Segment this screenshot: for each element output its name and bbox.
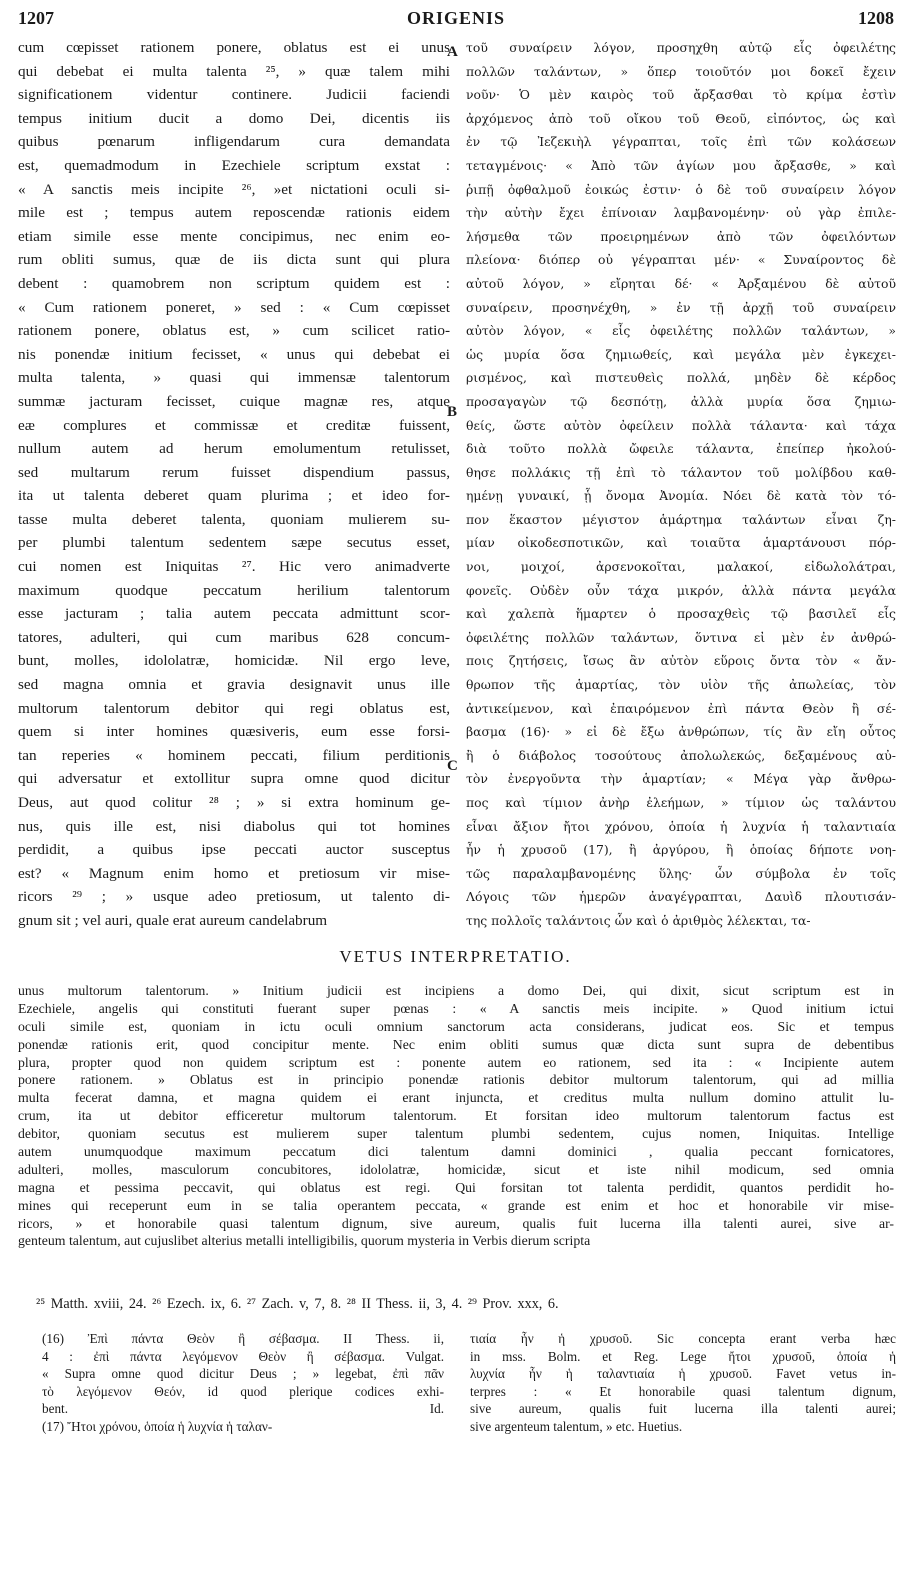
footnotes-left (42, 1330, 444, 1435)
vetus-line: unus multorum talentorum. » Initium judicii est incipiens a domo Dei, qui dixit, sicut scriptum est in (18, 983, 894, 998)
greek-line: διὰ τοῦτο πολλὰ ὤφειλε τάλαντα, ἐπείπερ ἠκολού- (466, 441, 896, 457)
latin-line: mile est ; tempus autem reposcendæ rationis eidem (18, 204, 450, 222)
greek-line: ἀντικείμενον, καὶ ἐπαιρόμενον ἐπὶ πάντα Θεὸν ἢ σέ- (466, 700, 896, 716)
latin-line: etiam simile esse mente concipimus, nec enim eo- (18, 227, 450, 245)
vetus-line: ricors, » et honorabile quasi talentum dignum, sive aureum, qualis fuit lucerna illa talenti aurei, sive ar- (18, 1215, 894, 1231)
margin-marker-a: A (447, 44, 458, 60)
running-title: ORIGENIS (406, 8, 506, 28)
vetus-interpretatio-text (18, 982, 894, 1250)
greek-line: πλείονα· διόπερ οὐ γέγραπται μέν· « Συναίροντος δὲ (466, 252, 896, 268)
greek-line: μίαν οἰκοδεσποτικῶν, καὶ τοιαῦτα ἁμαρτάνουσι πόρ- (466, 535, 896, 551)
latin-line: « A sanctis meis incipite ²⁶, »et nictationi oculi si- (18, 180, 450, 198)
latin-line: multorum talentorum debitor qui regi oblatus est, (18, 699, 450, 717)
page-number-right: 1208 (858, 8, 894, 28)
greek-line: ἀρχόμενος ἀπὸ τοῦ οἴκου τοῦ Θεοῦ, εἰπόντος, ὡς καὶ (466, 110, 896, 126)
note-line: in mss. Bolm. et Reg. Lege ἤτοι χρυσοῦ, ὁποία ἡ (470, 1348, 896, 1364)
vetus-line: multa fecerat damna, et magna quidem ei erant injuncta, et creditus multa nullum domino attulit lu- (18, 1090, 894, 1106)
vetus-line: autem unumquodque maximum peccatum dici talentum damni dominici , qualia peccant fornicatores, (18, 1144, 894, 1160)
vetus-line: genteum talentum, aut cujuslibet alterius metalli intelligibilis, quorum mysteria in Verbis dierum scripta (18, 1233, 591, 1249)
note-line: (16) Ἐπὶ πάντα Θεὸν ἢ σέβασμα. II Thess. ii, (42, 1331, 444, 1346)
vetus-line: mines qui receperunt eum in se talia operantem peccata, « grande est enim et hoc et honorabile vir mise- (18, 1197, 894, 1213)
greek-line: νοι, μοιχοί, ἀρσενοκοῖται, μαλακοί, εἰδωλολάτραι, (466, 559, 896, 575)
latin-line: gnum sit ; vel auri, quale erat aureum candelabrum (18, 911, 328, 929)
vetus-line: crum, ita ut debitor efficeretur multorum talentorum. Et forsitan ideo multorum talentorum factus est (18, 1108, 894, 1124)
greek-line: καὶ χαλεπὰ ἥμαρτεν ὁ προσαχθεὶς τῷ βασιλεῖ εἷς (466, 606, 896, 622)
greek-line: τὴν αὐτὴν ἔχει ἐπίνοιαν λαμβανομένην· οὐ γὰρ ἐπιλε- (466, 205, 896, 221)
greek-line: τῶς παραλαμβανομένης ὕλης· ὧν σύμβολα ἐν τοῖς (466, 865, 896, 881)
greek-line: πον ἕκαστον μέγιστον ἁμάρτημα ταλάντων εἶναι ζη- (466, 511, 896, 527)
latin-line: multa talenta, » quasi qui immensæ talentorum (18, 369, 450, 387)
vetus-line: Ezechiele, angelis qui constituti fuerant super pœnas : « A sanctis meis incipite. » Quod initium ictui (18, 1000, 894, 1016)
margin-marker-c: C (447, 758, 458, 774)
greek-line: αὐτοῦ λόγον, » εἴρηται δέ· « Ἀρξαμένου δὲ αὐτοῦ (466, 275, 896, 291)
latin-column (18, 36, 450, 933)
latin-line: perdidit, a quibus ipse peccati auctor susceptus (18, 841, 450, 859)
vetus-line: adulteri, molles, masculorum concubitores, idololatræ, homicidæ, sicut et iste nihil modicum, sed omnia (18, 1161, 894, 1177)
latin-line: tatores, adulteri, qui cum maribus 628 concum- (18, 628, 450, 646)
vetus-line: oculi simile est, quoniam in ictu oculi omnium sanctorum acta considerans, judicat eos. Sic et tempus (18, 1018, 894, 1034)
latin-line: rum obliti sumus, quæ de iis dicta sunt qui plura (18, 251, 450, 269)
note-line: τὸ λεγόμενον Θεόν, id quod plerique codices exhi- (42, 1383, 444, 1399)
footnotes-right (470, 1330, 896, 1435)
vetus-line: ponendæ rationis erit, quod concipitur mente. Nec enim obliti sumus quæ dicta sunt supra de debentibus (18, 1036, 894, 1052)
greek-column (466, 36, 896, 933)
note-line: 4 : ἐπὶ πάντα λεγόμενον Θεὸν ἢ σέβασμα. Vulgat. (42, 1348, 444, 1364)
latin-line: est? « Magnum enim homo et pretiosum vir mise- (18, 864, 450, 882)
note-line: (17) Ἤτοι χρόνου, ὁποία ἡ λυχνία ἡ ταλαν- (42, 1418, 273, 1434)
greek-line: αὐτὸν λόγον, « εἷς ὀφειλέτης πολλῶν ταλάντων, » (466, 323, 896, 339)
latin-line: ita ut talenta deberet quam plurima ; et ideo for- (18, 487, 450, 505)
greek-line: τεταγμένοις· « Ἀπὸ τῶν ἁγίων μου ἄρξασθε, » καὶ (466, 157, 896, 173)
latin-line: per plumbi talentum sedentem sæpe secutus esset, (18, 534, 450, 552)
section-title: VETUS INTERPRETATIO. (339, 947, 572, 966)
greek-line: τοῦ συναίρειν λόγον, προσηχθη αὐτῷ εἷς ὀφειλέτης (466, 40, 896, 55)
greek-line: συναίρειν, προσηνέχθη, » ἐν τῇ ἀρχῇ τοῦ συναίρειν (466, 299, 896, 315)
vetus-line: ponere rationem. » Oblatus est in principio ponendæ rationis debitor multorum talentorum, qui ad millia (18, 1072, 894, 1088)
latin-line: nis ponendæ initium fecisset, « unus qui debebat ei (18, 345, 450, 363)
latin-line: significationem videntur continere. Judicii faciendi (18, 86, 450, 104)
latin-line: cum cœpisset rationem ponere, oblatus est ei unus (18, 39, 450, 56)
latin-line: nus, quis ille est, nisi diabolus qui tot homines (18, 817, 450, 835)
greek-line: εἶναι ἄξιον ἤτοι χρόνου, ὁποία ἡ λυχνία ἡ ταλαντιαία (466, 818, 896, 834)
greek-line: ὡς μυρία ὅσα ζημιωθείς, καὶ μεγάλα μὲν ἐγκεχει- (466, 346, 896, 362)
greek-line: φονεῖς. Οὐδὲν οὖν τάχα μικρόν, ἀλλὰ πάντα μεγάλα (466, 582, 896, 598)
latin-line: cui nomen est Iniquitas ²⁷. Hic vero animadverte (18, 558, 450, 576)
note-line: « Supra omne quod dicitur Deus ; » legebat, ἐπὶ πᾶν (42, 1366, 444, 1381)
latin-line: qui adversatur et extollitur supra omne quod dicitur (18, 770, 450, 788)
latin-line: esse jacturam ; talia autem peccata admittunt scor- (18, 605, 450, 623)
latin-line: tasse multa deberet talenta, quoniam mulierem su- (18, 510, 450, 528)
greek-line: θησε πολλάκις τῇ ἐπὶ τὸ τάλαντον τοῦ μολίβδου καθ- (466, 464, 896, 480)
latin-line: est, quemadmodum in Ezechiele scriptum exstat : (18, 156, 450, 174)
note-line: terpres : « Et honorabile quasi talentum dignum, (470, 1383, 896, 1399)
greek-line: τὸν ἐνεργοῦντα τὴν ἁμαρτίαν; « Μέγα γὰρ ἄνθρω- (466, 771, 896, 787)
latin-line: « Cum rationem poneret, » sed : « Cum cœpisset (18, 298, 450, 316)
greek-line: ἢ ὁ διάβολος τοσούτους ἀπολωλεκώς, δεξαμένους αὐ- (466, 747, 896, 763)
latin-line: ricors ²⁹ ; » usque adeo pretiosum, ut talento di- (18, 888, 450, 906)
latin-line: maximum quodque peccatum herilium talentorum (18, 581, 450, 599)
margin-marker-b: B (447, 404, 458, 420)
greek-line: προσαγαγὼν τῷ δεσπότῃ, ἀλλὰ μυρία ὅσα ζημιω- (466, 393, 896, 409)
latin-line: quem si inter homines quæsiveris, eum esse forsi- (18, 723, 450, 741)
latin-line: Deus, aut quod colitur ²⁸ ; » si extra hominum ge- (18, 794, 450, 811)
greek-line: θείς, ὥστε αὐτὸν ὀφείλειν πολλὰ τάλαντα· καὶ τάχα (466, 417, 896, 433)
vetus-line: debitor, quoniam secutus est mulierem super talentum plumbi sedentem, cujus nomen, Iniquitas. Intellige (18, 1126, 894, 1142)
page-number-left: 1207 (18, 8, 54, 28)
greek-line: θρωπον τῆς ἁμαρτίας, τὸν υἱὸν τῆς ἀπωλείας, τὸν (466, 677, 896, 693)
greek-line: πολλῶν ταλάντων, » ὅπερ τοιοῦτόν μοι δοκεῖ ἔχειν (466, 63, 896, 79)
note-line: sive argenteum talentum, » etc. Huetius. (470, 1418, 683, 1434)
note-line: λυχνία ἦν ἡ ταλαντιαία ἡ χρυσοῦ. Favet vetus in- (470, 1366, 896, 1381)
vetus-line: magna et pessima peccavit, qui oblatus est regi. Qui forsitan tot talenta perdidit, quantos perdidit ho- (18, 1179, 894, 1195)
latin-line: tan reperies « hominem peccati, filium perditionis (18, 746, 450, 764)
greek-line: ποις ζητήσεις, ἴσως ἂν αὐτὸν εὕροις ὄντα τὸν « ἄν- (466, 653, 896, 669)
greek-line: ὀφειλέτης πολλῶν ταλάντων, ὅντινα εἰ μὲν ἐν ἀνθρώ- (466, 629, 896, 645)
latin-line: bunt, molles, idololatræ, homicidæ. Nil ergo leve, (18, 652, 450, 670)
greek-line: της πολλοῖς ταλάντοις ὧν καὶ ὁ ἀριθμὸς λέλεκται, τα- (466, 912, 811, 928)
running-head (14, 8, 898, 32)
note-line: bent. Id. (42, 1401, 444, 1416)
greek-line: Λόγοις τῶν ἡμερῶν ἀναγέγραπται, Δαυὶδ πλουτισάν- (466, 889, 896, 905)
latin-line: tempus initium ducit a domo Dei, dicentis iis (18, 109, 450, 127)
greek-line: ῥιπῇ ὀφθαλμοῦ ἐοικώς ἐστιν· ὁ δὲ τοῦ συναίρειν λόγον (466, 181, 896, 197)
latin-line: summæ jacturam fecisset, cuique magnæ res, atque (18, 392, 450, 410)
latin-line: sed magna omnia et gravia designavit unus ille (18, 676, 450, 694)
greek-line: νοῦν· Ὁ μὲν καιρὸς τοῦ ἄρξασθαι τὸ κρίμα ἐστὶν (466, 87, 896, 103)
greek-line: πος καὶ τίμιον ἀνὴρ ἐλεήμων, » τίμιον ὡς ταλάντου (466, 795, 896, 810)
greek-line: ἦν ἡ χρυσοῦ (17), ἢ ἀργύρου, ἢ ὁποίας δήποτε νοη- (466, 842, 896, 858)
latin-line: debent : quamobrem non scriptum quidem est : (18, 274, 450, 292)
latin-line: qui debebat ei multa talenta ²⁵, » quæ talem mihi (18, 62, 450, 80)
latin-line: nullum autem ad herum emolumentum retulisset, (18, 440, 450, 458)
greek-line: ημένῃ γυναικί, ᾗ ὄνομα Ἀνομία. Νόει δὲ κατὰ τὸν τό- (466, 488, 896, 504)
vetus-line: plura, propter quod non quidem scriptum est : ponente autem eo rationem, sed ita : « Incipiente autem (18, 1054, 894, 1070)
greek-line: ρισμένος, καὶ πιστευθεὶς πολλά, μηδὲν δὲ κέρδος (466, 370, 896, 386)
greek-line: λήσμεθα τῶν προειρημένων ἀπὸ τῶν ὀφειλόντων (466, 228, 896, 244)
note-line: sive aureum, qualis fuit lucerna illa talenti aurei; (470, 1401, 896, 1416)
latin-line: eæ complures et commissæ et creditæ fuissent, (18, 416, 450, 434)
scripture-references: ²⁵ Matth. xviii, 24. ²⁶ Ezech. ix, 6. ²⁷ Zach. v, 7, 8. ²⁸ II Thess. ii, 3, 4. ²⁹ Prov. xxx, 6. (36, 1296, 559, 1312)
greek-line: ἐν τῷ Ἰεζεκιὴλ γέγραπται, τοῖς ἐπὶ τῶν κολάσεων (466, 134, 896, 150)
latin-line: sed multarum rerum fuisset dispendium passus, (18, 463, 450, 481)
latin-line: rationem ponere, oblatus est, » cum scilicet ratio- (18, 322, 450, 340)
greek-line: βασμα (16)· » εἰ δὲ ἔξω ἀνθρώπων, τίς ἂν εἴη οὗτος (466, 724, 896, 740)
note-line: τιαία ἦν ἡ χρυσοῦ. Sic concepta erant verba hæc (470, 1331, 896, 1346)
latin-line: quibus pœnarum infligendarum cura demandata (18, 133, 450, 151)
